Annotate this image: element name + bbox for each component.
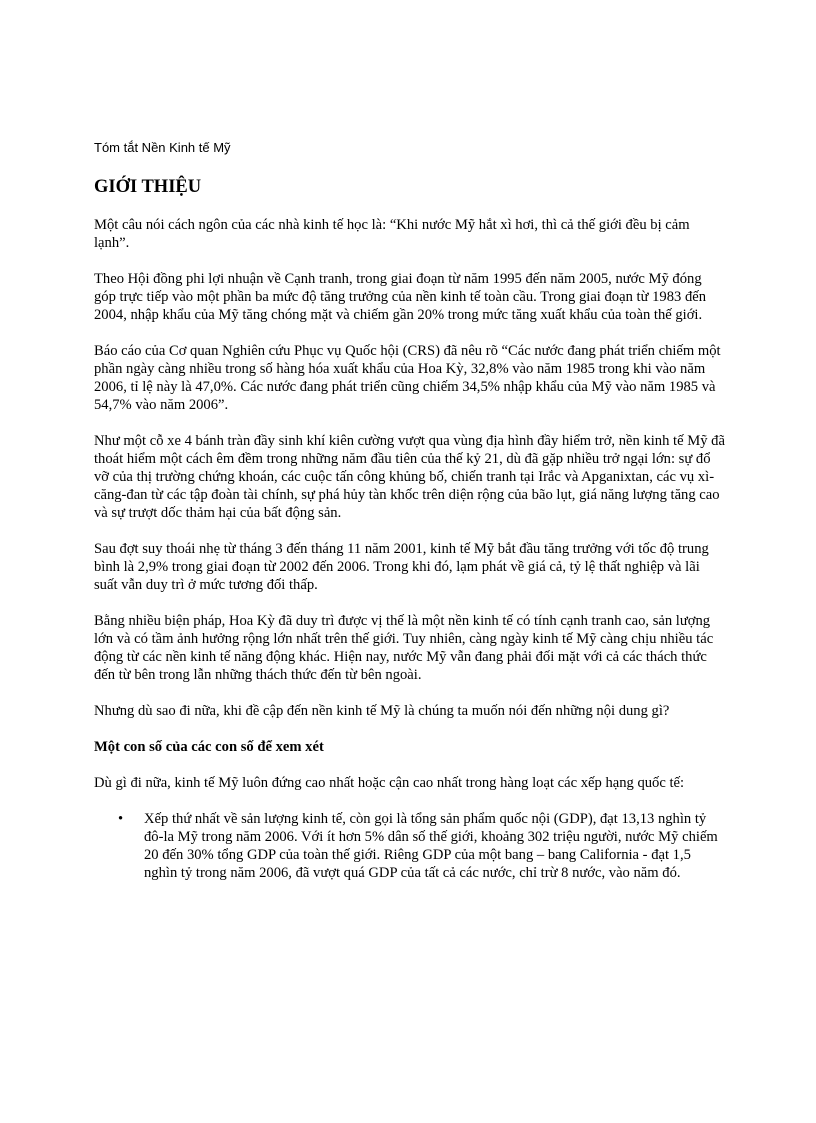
section-heading-introduction: GIỚI THIỆU — [94, 177, 202, 197]
paragraph-5: Sau đợt suy thoái nhẹ từ tháng 3 đến tháng 11 năm 2001, kinh tế Mỹ bắt đầu tăng trưởng với tốc độ trung bình là 2,9% trong giai đoạn từ 2002 đến 2006. Trong khi đó, lạm phát về giá cả, tỷ lệ thất nghiệp và lãi suất vẫn duy trì ở mức tương đối thấp. — [94, 541, 709, 593]
document-body — [94, 140, 726, 900]
paragraph-1: Một câu nói cách ngôn của các nhà kinh tế học là: “Khi nước Mỹ hắt xì hơi, thì cả thế giới đều bị cảm lạnh”. — [94, 217, 690, 251]
intro-paragraph: Dù gì đi nữa, kinh tế Mỹ luôn đứng cao nhất hoặc cận cao nhất trong hàng loạt các xếp hạng quốc tế: — [94, 775, 685, 791]
paragraph-2: Theo Hội đồng phi lợi nhuận về Cạnh tranh, trong giai đoạn từ năm 1995 đến năm 2005, nước Mỹ đóng góp trực tiếp vào một phần ba mức độ tăng trưởng của nền kinh tế toàn cầu. Trong giai đoạn từ 1983 đến 2004, nhập khẩu của Mỹ tăng chóng mặt và chiếm gần 20% trong mức tăng xuất khẩu của toàn thế giới. — [94, 271, 707, 323]
paragraph-4: Như một cỗ xe 4 bánh tràn đầy sinh khí kiên cường vượt qua vùng địa hình đầy hiểm trở, nền kinh tế Mỹ đã thoát hiểm một cách êm đềm trong những năm đầu tiên của thế kỷ 21, dù đã gặp nhiều trở ngại lớn: sự đổ vỡ của thị trường chứng khoán, các cuộc tấn công khủng bố, chiến tranh tại Irắc và Apganixtan, các vụ xì-căng-đan từ các tập đoàn tài chính, sự phá hủy tàn khốc trên diện rộng của bão lụt, giá năng lượng tăng cao và sự trượt dốc thảm hại của bất động sản. — [94, 433, 725, 521]
document-title: Tóm tắt Nền Kinh tế Mỹ — [94, 140, 231, 155]
bullet-list — [94, 810, 726, 882]
paragraph-7: Nhưng dù sao đi nữa, khi đề cập đến nền kinh tế Mỹ là chúng ta muốn nói đến những nội dung gì? — [94, 703, 670, 719]
paragraph-3: Báo cáo của Cơ quan Nghiên cứu Phục vụ Quốc hội (CRS) đã nêu rõ “Các nước đang phát triển chiếm một phần ngày càng nhiều trong số hàng hóa xuất khẩu của Hoa Kỳ, 32,8% vào năm 1985 trong khi vào năm 2006, tỉ lệ này là 47,0%. Các nước đang phát triển cũng chiếm 34,5% nhập khẩu của Mỹ vào năm 1985 và 54,7% vào năm 2006”. — [94, 343, 721, 413]
paragraph-6: Bằng nhiều biện pháp, Hoa Kỳ đã duy trì được vị thế là một nền kinh tế có tính cạnh tranh cao, sản lượng lớn và có tầm ảnh hưởng rộng lớn nhất trên thế giới. Tuy nhiên, càng ngày kinh tế Mỹ càng chịu nhiều tác động từ các nền kinh tế năng động khác. Hiện nay, nước Mỹ vẫn đang phải đối mặt với cả các thách thức đến từ bên trong lẫn những thách thức đến từ bên ngoài. — [94, 613, 714, 683]
bullet-icon: • — [118, 811, 124, 827]
subsection-heading: Một con số của các con số để xem xét — [94, 739, 324, 755]
list-item-text: Xếp thứ nhất về sản lượng kinh tế, còn gọi là tổng sản phẩm quốc nội (GDP), đạt 13,13 nghìn tỷ đô-la Mỹ trong năm 2006. Với ít hơn 5% dân số thế giới, khoảng 302 triệu người, nước Mỹ chiếm 20 đến 30% tổng GDP của toàn thế giới. Riêng GDP của một bang – bang California - đạt 1,5 nghìn tỷ trong năm 2006, đã vượt quá GDP của tất cả các nước, chỉ trừ 8 nước, vào năm đó. — [144, 811, 718, 881]
list-item — [94, 810, 726, 882]
